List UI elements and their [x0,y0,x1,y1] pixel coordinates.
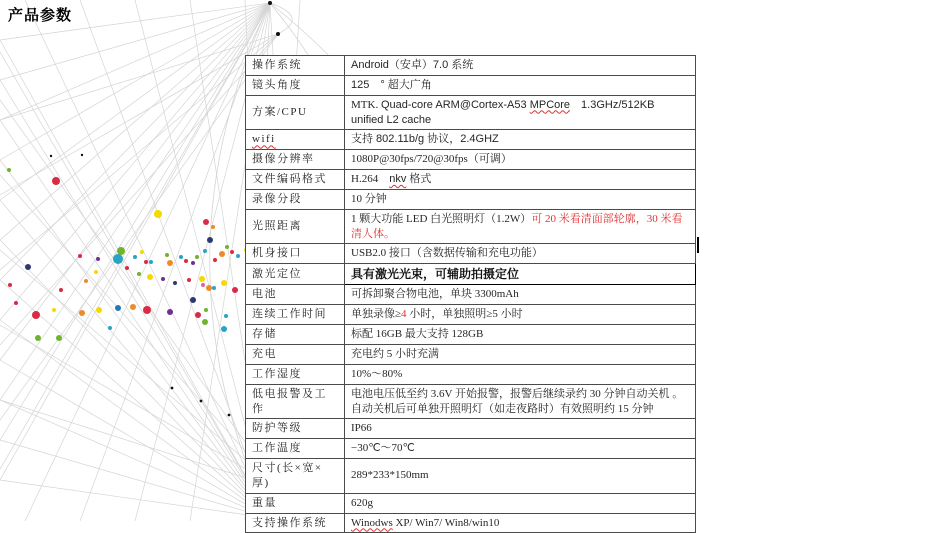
spec-label-text: 操作系统 [252,59,302,71]
decor-dot [207,237,213,243]
decor-dot [221,280,227,286]
spec-value-segment: 格式 [406,173,432,186]
spec-value-segment: 1080P@30fps/720@30fps（可调） [351,153,512,166]
spec-label-text: 重量 [252,496,277,509]
table-row [246,384,696,419]
decor-dot [78,254,82,258]
decor-dot [211,225,215,229]
decor-dot [219,251,225,257]
decor-dot [268,1,272,5]
decor-dot [154,210,162,218]
decor-dot [171,387,174,390]
decor-line [0,360,269,518]
spec-value-cell[interactable] [345,209,696,244]
spec-label-cell[interactable] [246,364,345,384]
decor-line [0,40,269,518]
spec-value-segment: 125 ° 超大广角 [351,78,432,91]
spec-label-text: wifi [252,133,276,146]
spec-value-cell[interactable] [345,244,696,264]
spec-value-cell[interactable] [345,130,696,150]
decor-dot [187,278,191,282]
decor-line [0,240,269,518]
spec-value-segment: 标配 16GB 最大支持 128GB [351,328,484,341]
spec-label-cell[interactable] [246,150,345,170]
decor-dot [140,250,144,254]
decor-dot [125,266,129,270]
decor-line [0,3,270,280]
spec-label-text: 工作温度 [252,442,302,455]
decor-dot [143,306,151,314]
decor-dot [195,255,199,259]
decor-line [0,34,278,120]
spec-value-segment: 1 颗大功能 LED 白光照明灯（1.2W） [351,212,532,225]
decor-dot [108,326,112,330]
decor-dot [213,258,217,262]
spec-label-cell[interactable] [246,305,345,325]
spec-label-text: 机身接口 [252,247,302,260]
decor-dot [199,276,205,282]
spec-value-cell[interactable] [345,170,696,190]
spec-label-text: 摄像分辨率 [252,153,315,166]
spec-value-segment: 单独录像≥ [351,308,402,321]
spec-value-segment: 可拆卸聚合物电池，单块 3300mAh [351,288,519,301]
spec-value-cell[interactable] [345,189,696,209]
spec-value-segment: Android（安卓）7.0 系统 [351,59,474,71]
decor-dot [202,319,208,325]
spec-value-segment: Winodws [351,516,393,529]
decor-dot [201,283,205,287]
decor-line [0,480,269,518]
decor-dot [59,288,63,292]
spec-value-cell[interactable] [345,56,696,76]
decor-dot [225,245,229,249]
decor-line [0,80,269,518]
spec-label-cell[interactable] [246,345,345,365]
spec-label-text: 录像分段 [252,192,302,205]
spec-label-text: 存储 [252,328,277,341]
spec-value-cell[interactable] [345,150,696,170]
spec-value-cell[interactable] [345,493,696,513]
spec-value-cell[interactable] [345,75,696,95]
decor-dot [96,257,100,261]
spec-value-cell[interactable] [345,419,696,439]
decor-dot [179,255,183,259]
decor-line [0,34,278,420]
spec-value-cell[interactable] [345,305,696,325]
decor-line [0,3,270,400]
spec-table [245,55,696,533]
spec-label-cell[interactable] [246,419,345,439]
table-row [246,209,696,244]
spec-value-segment: −30℃～70℃ [351,442,415,455]
decor-dot [203,219,209,225]
spec-value-segment: nkv [389,173,407,186]
decor-dot [7,168,11,172]
decor-line [80,0,269,518]
spec-value-cell[interactable] [345,364,696,384]
spec-label-text: 方案/CPU [252,106,308,119]
spec-label-cell[interactable] [246,285,345,305]
decor-dot [184,259,188,263]
decor-dot [221,326,227,332]
decor-dot [81,154,83,156]
table-row [246,513,696,533]
spec-value-segment: 10%～80% [351,367,403,380]
decor-line [0,34,278,345]
spec-value-segment: XP/ Win7/ Win8/win10 [392,516,500,529]
decor-line [0,400,278,488]
spec-value-cell[interactable] [345,439,696,459]
spec-value-cell[interactable] [345,384,696,419]
spec-label-text: 电池 [252,288,277,301]
decor-dot [236,254,240,258]
spec-value-segment: USB2.0 接口（含数据传输和充电功能） [351,247,543,260]
table-row [246,493,696,513]
text-cursor [697,237,699,253]
page-title: 产品参数 [8,7,73,24]
decor-dot [191,261,195,265]
decor-dot [115,305,121,311]
spec-label-cell[interactable] [246,189,345,209]
spec-value-segment: 1.3GHz/512KB unified L2 cache [351,98,655,126]
spec-label-cell[interactable] [246,384,345,419]
spec-label-cell[interactable] [246,95,345,130]
table-row [246,130,696,150]
decor-line [0,0,269,518]
spec-label-text: 工作湿度 [252,367,302,380]
decor-dot [161,277,165,281]
spec-label-cell[interactable] [246,209,345,244]
spec-value-segment: 4 [401,308,407,321]
spec-value-cell[interactable] [345,345,696,365]
decor-dot [50,155,52,157]
decor-dot [206,285,212,291]
spec-label-cell[interactable] [246,130,345,150]
table-row [246,285,696,305]
decor-dot [25,264,31,270]
spec-value-segment: 自动关机后可单独开照明灯（如走夜路时）有效照明约 15 分钟 [351,402,654,415]
decor-dot [203,249,207,253]
decor-dot [212,286,216,290]
table-row [246,345,696,365]
decor-dot [144,260,148,264]
decor-dot [167,260,173,266]
spec-label-text: 光照距离 [252,220,302,233]
spec-label-cell[interactable] [246,56,345,76]
table-row [246,325,696,345]
spec-value-segment: 620g [351,496,373,509]
spec-label-cell[interactable] [246,513,345,533]
table-row [246,459,696,494]
spec-value-segment: 电池电压低至约 3.6V 开始报警，报警后继续录约 30 分钟自动关机 。 [351,387,684,400]
decor-dot [204,308,208,312]
table-row [246,189,696,209]
spec-label-cell[interactable] [246,75,345,95]
decor-dot [165,253,169,257]
decor-line [0,3,270,160]
spec-value-cell[interactable] [345,459,696,494]
spec-value-cell[interactable] [345,285,696,305]
decor-dot [149,260,153,264]
decor-dot [224,314,228,318]
spec-value-cell[interactable] [345,513,696,533]
spec-label-text: 低电报警及工作 [252,387,327,415]
table-row [246,56,696,76]
decor-dot [276,32,280,36]
spec-value-segment: Quad-core ARM@Cortex-A53 [380,98,530,111]
spec-label-text: 连续工作时间 [252,308,327,321]
decor-dot [147,274,153,280]
decor-dot [133,255,137,259]
spec-value-cell[interactable] [345,264,696,285]
table-row [246,75,696,95]
spec-value-segment: 289*233*150mm [351,469,429,482]
decor-dot [52,308,56,312]
decor-dot [167,309,173,315]
decor-dot [173,281,177,285]
decor-line [0,100,278,488]
spec-value-cell[interactable] [345,95,696,130]
decor-line [0,3,270,320]
spec-label-cell[interactable] [246,439,345,459]
spec-value-segment: 小时，单独照明≥5 小时 [406,308,523,321]
spec-label-cell[interactable] [246,459,345,494]
decor-dot [52,177,60,185]
spec-value-segment: IP66 [351,422,372,435]
spec-label-cell[interactable] [246,244,345,264]
decor-dot [96,307,102,313]
spec-value-segment: 10 分钟 [351,192,387,205]
spec-value-segment: 具有激光光束，可辅助拍摄定位 [351,267,520,282]
decor-dot [56,335,62,341]
table-row [246,364,696,384]
decor-dot [79,310,85,316]
table-row [246,439,696,459]
table-row [246,150,696,170]
decor-dot [35,335,41,341]
decor-dot [200,400,203,403]
spec-label-cell[interactable] [246,325,345,345]
spec-label-text: 文件编码格式 [252,173,327,186]
spec-value-segment: MTK. [351,98,381,111]
table-row [246,419,696,439]
decor-dot [130,304,136,310]
decor-line [25,0,269,518]
decor-line [0,120,269,518]
decor-dot [230,250,234,254]
spec-value-cell[interactable] [345,325,696,345]
spec-label-cell[interactable] [246,264,345,285]
decor-dot [190,297,196,303]
decor-dot [8,283,12,287]
spec-label-text: 镜头角度 [252,78,302,91]
decor-dot [94,270,98,274]
spec-label-text: 激光定位 [252,267,302,280]
spec-value-segment: 可 20 米看清面部轮廓，30 米看清人体。 [351,212,683,240]
decor-dot [32,311,40,319]
decor-dot [84,279,88,283]
decor-dot [228,414,231,417]
spec-label-text: 防护等级 [252,422,302,435]
spec-label-cell[interactable] [246,493,345,513]
spec-label-text: 充电 [252,348,277,360]
spec-label-text: 支持操作系统 [252,516,327,529]
spec-value-segment: MPCore [529,98,571,111]
spec-label-text: 尺寸(长×宽×厚) [252,462,323,489]
decor-dot [14,301,18,305]
table-row [246,170,696,190]
spec-value-segment: 支持 802.11b/g 协议，2.4GHZ [351,133,499,146]
decor-dot [117,247,125,255]
table-row [246,264,696,285]
decor-dot [232,287,238,293]
spec-value-segment: 充电约 5 小时充满 [351,348,439,360]
decor-line [0,3,270,521]
table-row [246,244,696,264]
decor-dot [137,272,141,276]
decor-dot [195,312,201,318]
table-row [246,95,696,130]
spec-label-cell[interactable] [246,170,345,190]
spec-value-segment: H.264 [351,173,390,186]
decor-dot [113,254,123,264]
table-row [246,305,696,325]
